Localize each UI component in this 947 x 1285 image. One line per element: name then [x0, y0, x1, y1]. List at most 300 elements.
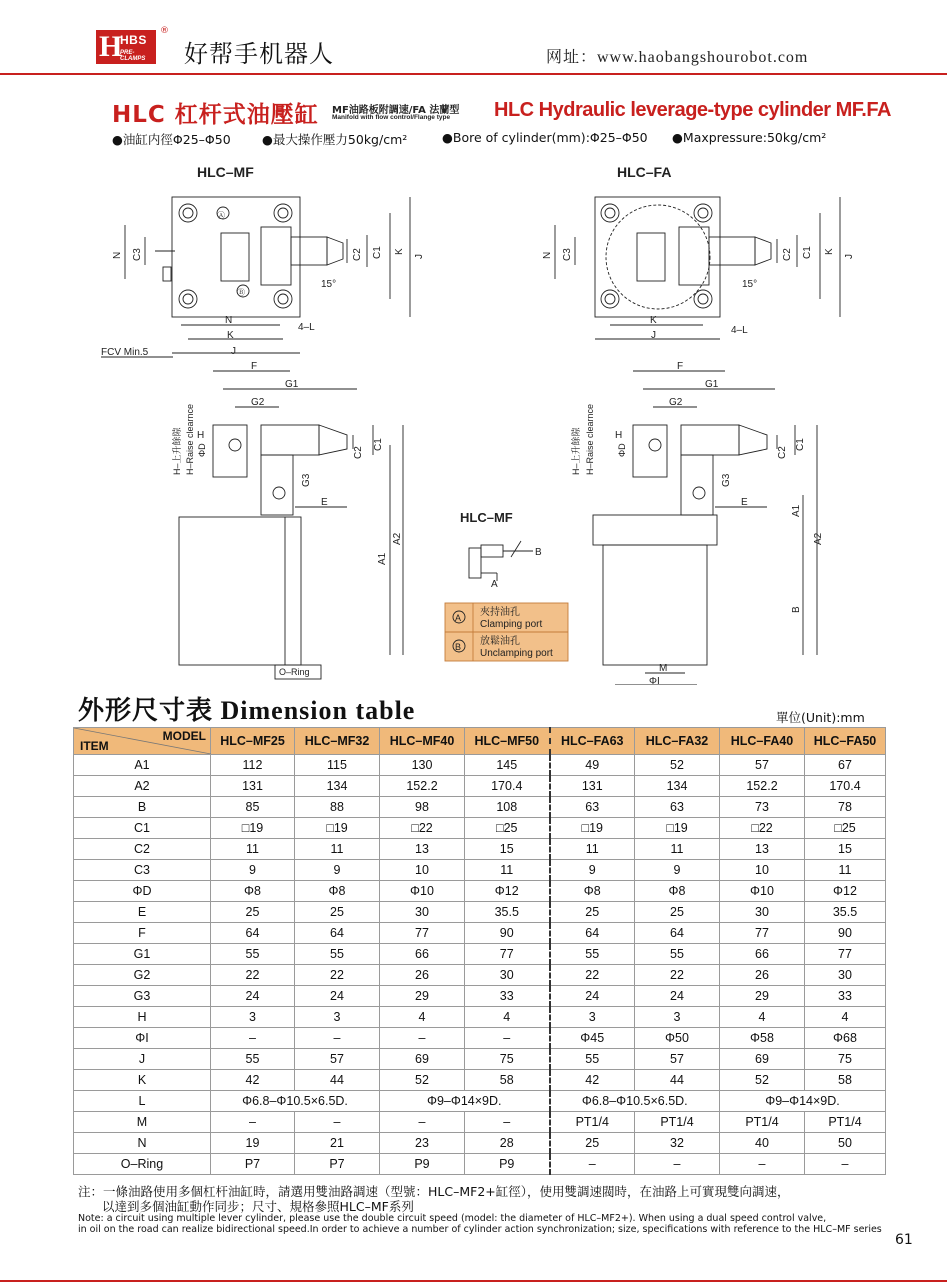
table-cell: 55: [550, 1049, 635, 1070]
table-cell: 134: [635, 776, 720, 797]
table-cell: □22: [720, 818, 805, 839]
table-cell: □19: [550, 818, 635, 839]
label-fa-top: HLC–FA: [617, 164, 672, 180]
header-item: ITEM: [80, 739, 109, 753]
oring-label: O–Ring: [279, 667, 310, 677]
legend-b-zh: 放鬆油孔: [480, 636, 520, 647]
logo-brand: HBS: [120, 33, 147, 47]
legend-a-zh: 夾持油孔: [480, 607, 520, 618]
table-cell: 55: [635, 944, 720, 965]
table-cell: 49: [550, 755, 635, 776]
table-cell: 4: [465, 1007, 550, 1028]
page-number: 61: [895, 1232, 913, 1248]
unit-label: 單位(Unit):mm: [776, 710, 865, 725]
model-header: HLC–FA32: [635, 728, 720, 755]
row-item-label: K: [74, 1070, 211, 1091]
table-cell-merged: Φ6.8–Φ10.5×6.5D.: [211, 1091, 380, 1112]
table-cell: 33: [465, 986, 550, 1007]
dim-j-mf: J: [414, 254, 425, 259]
svg-text:Ⓐ: Ⓐ: [217, 211, 225, 220]
table-row: [74, 1070, 886, 1091]
spec-bore-en: ●Bore of cylinder(mm):Φ25–Φ50: [442, 130, 648, 145]
table-cell: –: [465, 1112, 550, 1133]
table-cell: 52: [635, 755, 720, 776]
dim-f-mf: F: [251, 361, 258, 372]
row-item-label: A1: [74, 755, 211, 776]
row-item-label: N: [74, 1133, 211, 1154]
fcv-label: FCV Min.5: [101, 347, 149, 358]
table-cell: P7: [211, 1154, 295, 1175]
table-row: [74, 860, 886, 881]
table-cell-merged: Φ9–Φ14×9D.: [380, 1091, 550, 1112]
spec-pressure-zh: ●最大操作壓力50kg/cm²: [262, 132, 408, 147]
raise-en-mf: H–Raise clearnce: [185, 403, 195, 475]
table-cell: 9: [211, 860, 295, 881]
table-cell: 24: [295, 986, 380, 1007]
table-cell: 67: [805, 755, 886, 776]
table-cell: 35.5: [805, 902, 886, 923]
model-header: HLC–MF50: [465, 728, 550, 755]
table-row: [74, 902, 886, 923]
table-cell: 24: [211, 986, 295, 1007]
dim-m-fa: M: [659, 663, 668, 674]
model-header: HLC–MF40: [380, 728, 465, 755]
table-row: [74, 1112, 886, 1133]
dim-c1-fa: C1: [802, 246, 813, 259]
table-cell: 11: [295, 839, 380, 860]
table-row: [74, 839, 886, 860]
dim-g3-mf: G3: [301, 473, 312, 487]
table-cell: 19: [211, 1133, 295, 1154]
technical-drawing: [85, 155, 865, 685]
table-cell: 58: [465, 1070, 550, 1091]
table-cell: 28: [465, 1133, 550, 1154]
table-cell: PT1/4: [720, 1112, 805, 1133]
table-cell: 3: [635, 1007, 720, 1028]
table-cell: PT1/4: [550, 1112, 635, 1133]
circuit-port-a: A: [491, 579, 498, 590]
table-row: [74, 1028, 886, 1049]
dim-d-mf: ΦD: [197, 443, 207, 457]
table-cell: 26: [720, 965, 805, 986]
dim-j-fa: J: [844, 254, 855, 259]
dim-c3-fa: C3: [562, 248, 573, 261]
table-cell: 69: [720, 1049, 805, 1070]
table-cell: 35.5: [465, 902, 550, 923]
dim-a1-fa: A1: [791, 504, 802, 517]
table-cell: Φ12: [805, 881, 886, 902]
table-cell: –: [211, 1028, 295, 1049]
dim-c2-fa: C2: [782, 248, 793, 261]
table-row: [74, 1154, 886, 1175]
product-title: HLC 杠杆式油壓缸: [112, 102, 319, 128]
table-cell: 3: [295, 1007, 380, 1028]
table-cell: 69: [380, 1049, 465, 1070]
table-cell: 85: [211, 797, 295, 818]
table-cell: –: [720, 1154, 805, 1175]
table-cell: 24: [635, 986, 720, 1007]
row-item-label: B: [74, 797, 211, 818]
table-cell: 58: [805, 1070, 886, 1091]
table-cell: □25: [465, 818, 550, 839]
table-cell: Φ10: [720, 881, 805, 902]
table-cell: 11: [211, 839, 295, 860]
row-item-label: E: [74, 902, 211, 923]
dim-i-fa: ΦI: [649, 676, 660, 685]
table-cell: –: [295, 1112, 380, 1133]
registered-mark: ®: [160, 26, 169, 36]
table-cell: 64: [635, 923, 720, 944]
table-cell: 11: [635, 839, 720, 860]
angle-mf: 15°: [321, 279, 337, 290]
table-cell: 131: [550, 776, 635, 797]
dim-d-fa: ΦD: [617, 443, 627, 457]
table-cell: –: [465, 1028, 550, 1049]
table-cell: 57: [720, 755, 805, 776]
table-cell: Φ10: [380, 881, 465, 902]
table-cell: 42: [550, 1070, 635, 1091]
table-cell: 22: [295, 965, 380, 986]
circuit-port-b: B: [535, 547, 542, 558]
dim-c3-left: C3: [132, 248, 143, 261]
table-cell: P9: [380, 1154, 465, 1175]
row-item-label: C2: [74, 839, 211, 860]
model-header: HLC–FA63: [550, 728, 635, 755]
dim-e-fa: E: [741, 497, 748, 508]
legend-a-symbol: A: [455, 613, 462, 623]
table-cell: Φ8: [295, 881, 380, 902]
dim-h-fa: H: [615, 430, 623, 441]
table-cell: 112: [211, 755, 295, 776]
table-row: [74, 986, 886, 1007]
table-cell: 63: [550, 797, 635, 818]
dim-c1-mf: C1: [372, 246, 383, 259]
table-cell: 55: [295, 944, 380, 965]
table-cell: Φ8: [635, 881, 720, 902]
dim-j-bottom: J: [231, 346, 236, 357]
table-cell: 29: [720, 986, 805, 1007]
model-header: HLC–MF25: [211, 728, 295, 755]
dim-k-fa: K: [824, 248, 835, 255]
table-cell: 9: [295, 860, 380, 881]
row-item-label: ΦI: [74, 1028, 211, 1049]
table-row: [74, 1091, 886, 1112]
dim-a2-mf: A2: [392, 532, 403, 545]
table-cell: □19: [211, 818, 295, 839]
table-cell: 25: [550, 1133, 635, 1154]
raise-zh-fa: H–上升餘隙: [571, 427, 581, 475]
model-header: HLC–FA40: [720, 728, 805, 755]
row-item-label: J: [74, 1049, 211, 1070]
header-item-model: [74, 728, 211, 755]
dim-c1-fa-side: C1: [795, 438, 806, 451]
legend-b-symbol: B: [455, 642, 462, 652]
table-cell: 52: [720, 1070, 805, 1091]
table-cell: 42: [211, 1070, 295, 1091]
table-cell: 55: [550, 944, 635, 965]
table-header-row: [74, 728, 886, 755]
raise-en-fa: H–Raise clearnce: [585, 403, 595, 475]
note-en-line2: in oil on the road can realize bidirectional speed.In order to achieve a number of cylinder action synchronization; size, specifications with reference to the HLC–MF series: [78, 1224, 882, 1235]
row-item-label: L: [74, 1091, 211, 1112]
table-cell: Φ8: [550, 881, 635, 902]
table-cell: 57: [295, 1049, 380, 1070]
table-cell: 77: [720, 923, 805, 944]
table-row: [74, 923, 886, 944]
table-cell: –: [211, 1112, 295, 1133]
dimension-table: [73, 727, 886, 1175]
dim-k-bottom: K: [227, 330, 234, 341]
table-cell: 77: [380, 923, 465, 944]
table-cell: 25: [550, 902, 635, 923]
row-item-label: C3: [74, 860, 211, 881]
row-item-label: ΦD: [74, 881, 211, 902]
table-cell: □22: [380, 818, 465, 839]
dim-a2-fa: A2: [813, 532, 824, 545]
table-cell: □19: [295, 818, 380, 839]
table-cell: 134: [295, 776, 380, 797]
table-cell: 30: [720, 902, 805, 923]
dim-n-bottom: N: [225, 315, 233, 326]
angle-fa: 15°: [742, 279, 758, 290]
legend-a-en: Clamping port: [480, 619, 543, 630]
table-cell: 9: [635, 860, 720, 881]
table-cell: 25: [635, 902, 720, 923]
table-cell: 29: [380, 986, 465, 1007]
spec-pressure-en: ●Maxpressure:50kg/cm²: [672, 130, 827, 145]
product-subtitle-zh: MF油路板附調速/FA 法蘭型: [332, 105, 460, 116]
table-cell: 88: [295, 797, 380, 818]
table-cell: 22: [550, 965, 635, 986]
table-cell: P9: [465, 1154, 550, 1175]
table-cell: 66: [380, 944, 465, 965]
table-cell: 152.2: [380, 776, 465, 797]
model-header: HLC–FA50: [805, 728, 886, 755]
table-cell: 55: [211, 944, 295, 965]
mf-plate: [172, 197, 300, 317]
dim-4l-mf: 4–L: [298, 322, 315, 333]
table-cell: 11: [805, 860, 886, 881]
dim-k-fa-bottom: K: [650, 315, 657, 326]
table-cell: 77: [805, 944, 886, 965]
table-cell: 25: [211, 902, 295, 923]
table-cell: 33: [805, 986, 886, 1007]
note-zh-line1: 注：一條油路使用多個杠杆油缸時，請選用雙油路調速（型號：HLC–MF2+缸徑），使用雙調速閥時，在油路上可實現雙向調速，: [78, 1184, 790, 1199]
table-cell: 15: [805, 839, 886, 860]
table-cell: 73: [720, 797, 805, 818]
table-cell: 75: [805, 1049, 886, 1070]
table-cell: 55: [211, 1049, 295, 1070]
dim-b-fa: B: [791, 606, 802, 613]
table-cell: 32: [635, 1133, 720, 1154]
dim-g2-mf: G2: [251, 397, 265, 408]
table-cell: Φ45: [550, 1028, 635, 1049]
product-title-en: HLC Hydraulic leverage-type cylinder MF.FA: [494, 99, 891, 121]
row-item-label: G3: [74, 986, 211, 1007]
table-cell: 130: [380, 755, 465, 776]
table-cell: 25: [295, 902, 380, 923]
dim-c2-fa-side: C2: [777, 446, 788, 459]
table-cell: 44: [295, 1070, 380, 1091]
table-cell: 10: [720, 860, 805, 881]
table-cell: 64: [211, 923, 295, 944]
table-body: [74, 755, 886, 1175]
table-cell: 145: [465, 755, 550, 776]
table-cell: PT1/4: [805, 1112, 886, 1133]
svg-text:Ⓑ: Ⓑ: [237, 288, 245, 297]
table-cell: 50: [805, 1133, 886, 1154]
table-cell: PT1/4: [635, 1112, 720, 1133]
table-cell: 57: [635, 1049, 720, 1070]
table-cell: –: [805, 1154, 886, 1175]
table-cell: 21: [295, 1133, 380, 1154]
dimension-table-title: 外形尺寸表 Dimension table: [78, 696, 416, 725]
dim-j-fa-bottom: J: [651, 330, 656, 341]
website-url: 网址：www.haobangshourobot.com: [546, 49, 809, 66]
table-cell: 30: [380, 902, 465, 923]
header-divider: [0, 73, 947, 75]
table-cell: 9: [550, 860, 635, 881]
table-cell: 75: [465, 1049, 550, 1070]
table-cell: –: [380, 1112, 465, 1133]
dim-g1-mf: G1: [285, 379, 299, 390]
dim-c1-mf-side: C1: [373, 438, 384, 451]
table-cell: 98: [380, 797, 465, 818]
table-cell: 13: [380, 839, 465, 860]
table-cell: 152.2: [720, 776, 805, 797]
dim-g3-fa: G3: [721, 473, 732, 487]
fa-plate: [595, 197, 720, 317]
table-cell: 4: [805, 1007, 886, 1028]
row-item-label: H: [74, 1007, 211, 1028]
dim-g1-fa: G1: [705, 379, 719, 390]
brand-name: 好帮手机器人: [184, 40, 334, 68]
table-cell: 11: [465, 860, 550, 881]
table-cell: P7: [295, 1154, 380, 1175]
dim-n-left: N: [112, 251, 123, 259]
table-cell: –: [295, 1028, 380, 1049]
table-cell: –: [380, 1028, 465, 1049]
table-cell: 108: [465, 797, 550, 818]
table-cell: 23: [380, 1133, 465, 1154]
dim-g2-fa: G2: [669, 397, 683, 408]
table-cell: 115: [295, 755, 380, 776]
table-cell: 64: [550, 923, 635, 944]
table-cell: 3: [211, 1007, 295, 1028]
table-cell: Φ50: [635, 1028, 720, 1049]
table-cell: 15: [465, 839, 550, 860]
table-cell: 30: [465, 965, 550, 986]
table-row: [74, 1133, 886, 1154]
table-row: [74, 755, 886, 776]
table-cell-merged: Φ9–Φ14×9D.: [720, 1091, 886, 1112]
dim-a1-mf: A1: [377, 552, 388, 565]
table-cell: 22: [635, 965, 720, 986]
row-item-label: C1: [74, 818, 211, 839]
row-item-label: F: [74, 923, 211, 944]
note-zh-line2: 以達到多個油缸動作同步；尺寸、規格參照HLC–MF系列: [102, 1199, 414, 1214]
table-cell: 90: [805, 923, 886, 944]
table-cell: Φ12: [465, 881, 550, 902]
model-header: HLC–MF32: [295, 728, 380, 755]
table-cell: –: [635, 1154, 720, 1175]
table-cell: Φ68: [805, 1028, 886, 1049]
table-cell: 4: [380, 1007, 465, 1028]
table-cell: 170.4: [465, 776, 550, 797]
table-cell: Φ58: [720, 1028, 805, 1049]
spec-bore-zh: ●油缸内徑Φ25–Φ50: [112, 132, 231, 147]
table-cell: 77: [465, 944, 550, 965]
table-cell: 64: [295, 923, 380, 944]
table-cell: 40: [720, 1133, 805, 1154]
table-row: [74, 965, 886, 986]
table-row: [74, 881, 886, 902]
table-cell: 44: [635, 1070, 720, 1091]
row-item-label: G1: [74, 944, 211, 965]
table-cell: Φ8: [211, 881, 295, 902]
table-cell: □25: [805, 818, 886, 839]
label-mf-top: HLC–MF: [197, 164, 254, 180]
table-cell: 78: [805, 797, 886, 818]
dim-c2-mf-side: C2: [353, 446, 364, 459]
dim-c2-mf: C2: [352, 248, 363, 261]
footer-divider: [0, 1280, 947, 1282]
table-cell: –: [550, 1154, 635, 1175]
table-cell: 13: [720, 839, 805, 860]
table-cell: 24: [550, 986, 635, 1007]
dim-k-mf: K: [394, 248, 405, 255]
table-cell: 4: [720, 1007, 805, 1028]
dim-n-fa: N: [542, 251, 553, 259]
table-cell: 66: [720, 944, 805, 965]
table-cell: □19: [635, 818, 720, 839]
label-mf-circuit: HLC–MF: [460, 510, 513, 525]
table-cell: 170.4: [805, 776, 886, 797]
table-row: [74, 776, 886, 797]
dim-f-fa: F: [677, 361, 684, 372]
row-item-label: O–Ring: [74, 1154, 211, 1175]
header-model: MODEL: [162, 729, 206, 743]
dim-4l-fa: 4–L: [731, 325, 748, 336]
table-cell: 11: [550, 839, 635, 860]
table-row: [74, 797, 886, 818]
table-cell: 90: [465, 923, 550, 944]
table-row: [74, 944, 886, 965]
table-cell-merged: Φ6.8–Φ10.5×6.5D.: [550, 1091, 720, 1112]
table-row: [74, 1049, 886, 1070]
table-cell: 131: [211, 776, 295, 797]
table-cell: 22: [211, 965, 295, 986]
table-cell: 3: [550, 1007, 635, 1028]
note-en-line1: Note: a circuit using multiple lever cylinder, please use the double circuit speed (model: the diameter of HLC–MF2+). When using a dual speed control valve,: [78, 1213, 827, 1224]
row-item-label: A2: [74, 776, 211, 797]
raise-zh-mf: H–上升餘隙: [172, 427, 182, 475]
table-cell: 26: [380, 965, 465, 986]
table-cell: 10: [380, 860, 465, 881]
dim-h-mf: H: [197, 430, 205, 441]
product-subtitle-en: Manifold with flow control/Flange type: [332, 114, 451, 121]
brand-logo: [96, 30, 156, 64]
table-cell: 63: [635, 797, 720, 818]
logo-letter: H: [99, 30, 123, 63]
table-cell: 30: [805, 965, 886, 986]
dim-e-mf: E: [321, 497, 328, 508]
row-item-label: M: [74, 1112, 211, 1133]
table-cell: 52: [380, 1070, 465, 1091]
row-item-label: G2: [74, 965, 211, 986]
table-row: [74, 1007, 886, 1028]
logo-tagline: PRE-CLAMPS: [120, 50, 146, 62]
